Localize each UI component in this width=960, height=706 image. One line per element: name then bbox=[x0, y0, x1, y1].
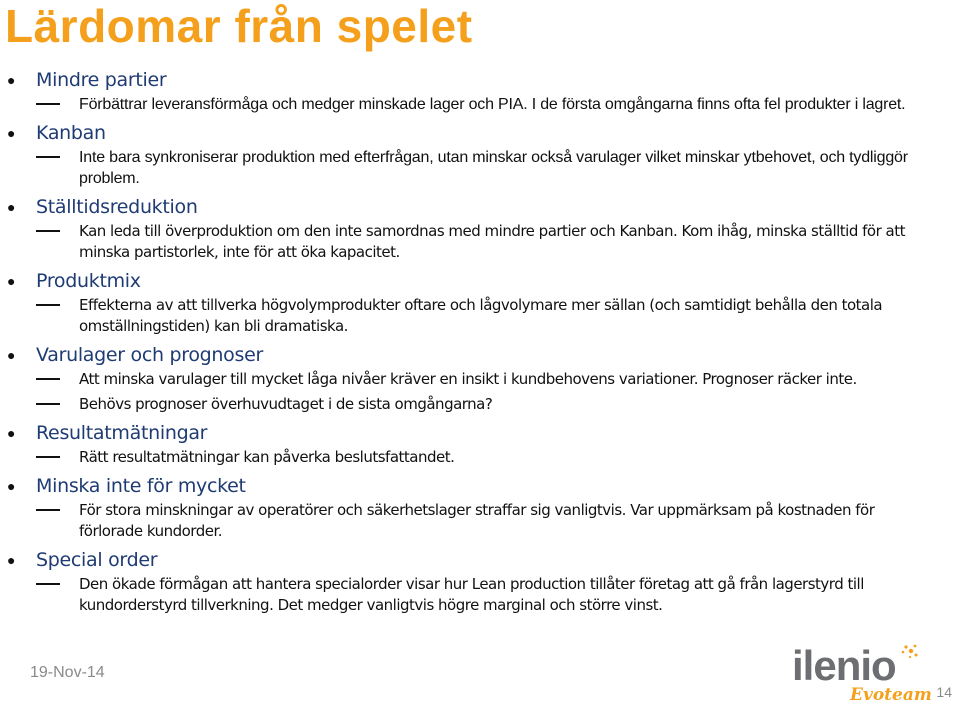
dash-icon bbox=[36, 230, 60, 232]
dash-icon bbox=[36, 103, 60, 105]
bullet-topic-kanban bbox=[0, 119, 960, 189]
sub-bullet-text: Kan leda till överproduktion om den inte samordnas med mindre partier och Kanban. Kom ihåg, minska ställtid för att minska partistorlek, inte för att öka kapacitet. bbox=[79, 222, 905, 261]
sub-bullet bbox=[0, 369, 960, 390]
footer-date: 19-Nov-14 bbox=[30, 664, 105, 681]
sub-bullet-text: Effekterna av att tillverka högvolymprodukter oftare och lågvolymare mer sällan (och samtidigt behålla den totala omställningstiden) kan bli dramatiska. bbox=[79, 296, 883, 335]
bullet-dot-icon: ● bbox=[7, 72, 16, 88]
bullet-dot-icon: ● bbox=[7, 125, 16, 141]
bullet-dot-icon: ● bbox=[7, 425, 16, 441]
sub-bullet bbox=[0, 574, 960, 616]
sub-bullet-text: Rätt resultatmätningar kan påverka beslutsfattandet. bbox=[79, 448, 455, 466]
bullet-dot-icon: ● bbox=[7, 552, 16, 568]
sub-bullet bbox=[0, 447, 960, 468]
dash-icon bbox=[36, 509, 60, 511]
sub-bullet-text: Behövs prognoser överhuvudtaget i de sista omgångarna? bbox=[79, 395, 493, 413]
bullet-topic-mindre-partier bbox=[0, 66, 960, 115]
bullet-topic-special-order bbox=[0, 546, 960, 616]
bullet-topic-produktmix bbox=[0, 267, 960, 337]
sub-bullet-text: Förbättrar leveransförmåga och medger minskade lager och PIA. I de första omgångarna finns ofta fel produkter i lagret. bbox=[79, 96, 906, 113]
bullet-topic-stalltidsreduktion bbox=[0, 193, 960, 263]
bullet-dot-icon: ● bbox=[7, 199, 16, 215]
bullet-topic-resultatmatningar bbox=[0, 419, 960, 468]
topic-heading: Produktmix bbox=[36, 270, 141, 292]
sub-bullet bbox=[0, 295, 960, 337]
sub-bullet-text: För stora minskningar av operatörer och säkerhetslager straffar sig vanligtvis. Var uppmärksam på kostnaden för förlorade kundorder. bbox=[79, 501, 875, 540]
bullet-topic-minska-inte-for-mycket bbox=[0, 472, 960, 542]
topic-heading: Varulager och prognoser bbox=[36, 344, 264, 366]
dash-icon bbox=[36, 403, 60, 405]
bullet-topic-varulager-och-prognoser bbox=[0, 341, 960, 415]
topic-heading: Kanban bbox=[36, 122, 106, 144]
dash-icon bbox=[36, 156, 60, 158]
dash-icon bbox=[36, 304, 60, 306]
bullet-list bbox=[0, 66, 960, 620]
sub-bullet bbox=[0, 147, 960, 189]
logo-wordmark: ilenio bbox=[792, 642, 896, 689]
sub-bullet-text: Den ökade förmågan att hantera specialorder visar hur Lean production tillåter företag att gå från lagerstyrd till kundorderstyrd tillverkning. Det medger vanligtvis högre marginal och större vinst. bbox=[79, 575, 864, 614]
sub-bullet bbox=[0, 394, 960, 415]
bullet-dot-icon: ● bbox=[7, 273, 16, 289]
topic-heading: Minska inte för mycket bbox=[36, 475, 246, 497]
topic-heading: Special order bbox=[36, 549, 158, 571]
bullet-dot-icon: ● bbox=[7, 347, 16, 363]
dash-icon bbox=[36, 378, 60, 380]
sub-bullet-text: Att minska varulager till mycket låga nivåer kräver en insikt i kundbehovens variationer. Prognoser räcker inte. bbox=[79, 370, 857, 388]
page-number: 14 bbox=[936, 684, 952, 700]
topic-heading: Resultatmätningar bbox=[36, 422, 208, 444]
sub-bullet-text: Inte bara synkroniserar produktion med efterfrågan, utan minskar också varulager vilket minskar ytbehovet, och tydliggör problem. bbox=[79, 149, 908, 187]
dash-icon bbox=[36, 583, 60, 585]
slide-title: Lärdomar från spelet bbox=[5, 0, 473, 52]
ilenio-logo bbox=[790, 642, 932, 705]
topic-heading: Mindre partier bbox=[36, 69, 167, 91]
dash-icon bbox=[36, 456, 60, 458]
sub-bullet bbox=[0, 94, 960, 115]
logo-subtext: Evoteam bbox=[850, 685, 932, 705]
logo-orange-dots bbox=[902, 645, 918, 659]
sub-bullet bbox=[0, 221, 960, 263]
sub-bullet bbox=[0, 500, 960, 542]
bullet-dot-icon: ● bbox=[7, 478, 16, 494]
topic-heading: Ställtidsreduktion bbox=[36, 196, 198, 218]
